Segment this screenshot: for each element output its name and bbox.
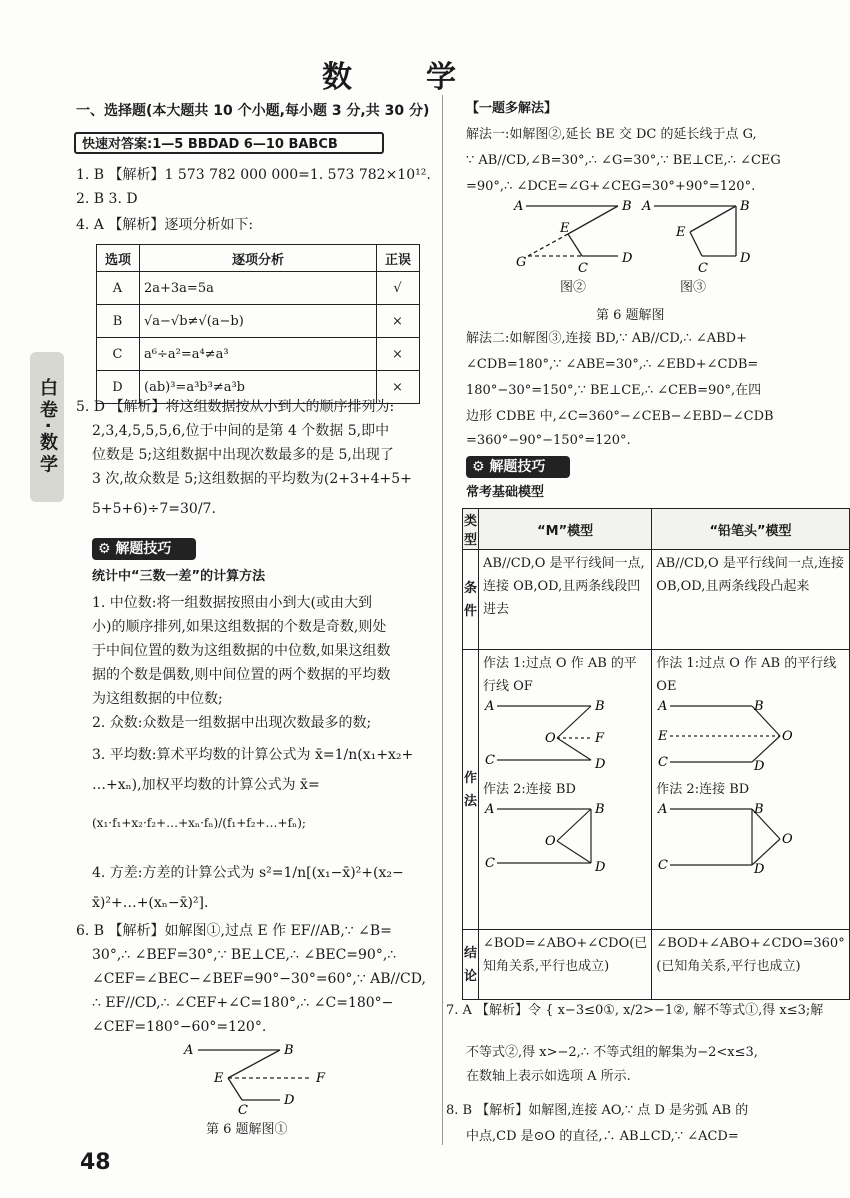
svg-text:C: C xyxy=(658,755,669,770)
q6-line: 6. B 【解析】如解图①,过点 E 作 EF//AB,∵ ∠B= xyxy=(76,923,392,939)
solution1-line: =90°,∴ ∠DCE=∠G+∠CEG=30°+90°=120°. xyxy=(466,179,756,194)
svg-text:O: O xyxy=(545,731,556,746)
table-cell: AB//CD,O 是平行线间一点,连接 OB,OD,且两条线段凹进去 xyxy=(479,550,652,650)
m-model-figure-1 xyxy=(483,698,613,770)
m-model-figure-2 xyxy=(483,801,613,873)
table-row xyxy=(463,930,850,1000)
p-method-1: 作法 1:过点 O 作 AB 的平行线 OE xyxy=(656,656,837,694)
table-cell: (ab)³=a³b³≠a³b xyxy=(140,371,377,404)
tip-line: 小)的顺序排列,如果这组数据的个数是奇数,则处 xyxy=(92,619,387,635)
m-method-1: 作法 1:过点 O 作 AB 的平行线 OF xyxy=(483,656,637,694)
svg-text:C: C xyxy=(485,856,495,871)
table-row xyxy=(97,305,420,338)
svg-text:D: D xyxy=(622,251,633,266)
table-cell: √a−√b≠√(a−b) xyxy=(140,305,377,338)
table-row xyxy=(463,550,850,650)
tip-tag-label: 解题技巧 xyxy=(489,459,546,475)
section-heading: 一、选择题(本大题共 10 个小题,每小题 3 分,共 30 分) xyxy=(76,103,430,119)
svg-text:C: C xyxy=(658,858,669,873)
m-method-cell xyxy=(479,650,652,930)
tip-line: 2. 众数:众数是一组数据中出现次数最多的数; xyxy=(92,715,372,731)
tip-line: 于中间位置的数为这组数据的中位数,如果这组数 xyxy=(92,643,391,659)
svg-text:B: B xyxy=(740,199,750,214)
tip-line: (x₁·f₁+x₂·f₂+…+xₙ·fₙ)/(f₁+f₂+…+fₙ); xyxy=(92,816,306,830)
q5-line: 3 次,故众数是 5;这组数据的平均数为(2+3+4+5+ xyxy=(92,471,412,487)
side-tab: 白卷·数学 xyxy=(30,352,64,502)
svg-text:E: E xyxy=(676,225,686,240)
q7-line: 不等式②,得 x>−2,∴ 不等式组的解集为−2<x≤3, xyxy=(466,1045,758,1060)
table-cell: a⁶÷a²=a⁴≠a³ xyxy=(140,338,377,371)
tip-tag xyxy=(466,456,570,478)
table-cell: B xyxy=(97,305,140,338)
m-method-2: 作法 2:连接 BD xyxy=(483,782,576,797)
q5-line: 位数是 5;这组数据中出现次数最多的是 5,出现了 xyxy=(92,447,394,463)
svg-text:A: A xyxy=(658,802,668,817)
row-label: 结论 xyxy=(463,930,479,1000)
table-cell: D xyxy=(97,371,140,404)
table-header: “铅笔头”模型 xyxy=(652,509,849,550)
q5-line: 5+5+6)÷7=30/7. xyxy=(92,501,216,517)
tip-line: 据的个数是偶数,则中间位置的两个数据的平均数 xyxy=(92,667,391,683)
page-title: 数 学 xyxy=(322,60,478,95)
solution1-line: ∵ AB//CD,∠B=30°,∴ ∠G=30°,∵ BE⊥CE,∴ ∠CEG xyxy=(466,153,781,168)
p-model-figure-1 xyxy=(656,698,796,774)
q6-line: 30°,∴ ∠BEF=30°,∵ BE⊥CE,∴ ∠BEC=90°,∴ xyxy=(92,947,397,963)
table-row xyxy=(97,338,420,371)
q6-line: ∠CEF=180°−60°=120°. xyxy=(92,1019,267,1035)
svg-text:C: C xyxy=(485,753,495,768)
tip-title: 统计中“三数一差”的计算方法 xyxy=(92,569,266,584)
table-cell: ∠BOD+∠ABO+∠CDO=360°(已知角关系,平行也成立) xyxy=(652,930,849,1000)
svg-text:B: B xyxy=(595,699,605,714)
svg-text:D: D xyxy=(284,1093,295,1108)
quick-answer-box: 快速对答案:1—5 BBDAD 6—10 BABCB xyxy=(74,132,384,154)
row-label: 条件 xyxy=(463,550,479,650)
tip-line: 1. 中位数:将一组数据按照由小到大(或由大到 xyxy=(92,595,372,611)
svg-text:A: A xyxy=(514,199,524,214)
model-title: 常考基础模型 xyxy=(466,485,545,500)
table-cell: AB//CD,O 是平行线间一点,连接 OB,OD,且两条线段凸起来 xyxy=(652,550,849,650)
q5-line: 5. D 【解析】将这组数据按从小到大的顺序排列为: xyxy=(76,399,395,415)
solution1-line: 解法一:如解图②,延长 BE 交 DC 的延长线于点 G, xyxy=(466,127,757,142)
tip-line: …+xₙ),加权平均数的计算公式为 x̄= xyxy=(92,777,320,793)
table-header: 选项 xyxy=(97,245,140,272)
figure-1 xyxy=(180,1038,340,1118)
figure-1-caption: 第 6 题解图① xyxy=(206,1122,288,1137)
svg-text:A: A xyxy=(184,1043,194,1058)
q6-line: ∴ EF//CD,∴ ∠CEF+∠C=180°,∴ ∠C=180°− xyxy=(92,995,394,1011)
svg-text:D: D xyxy=(754,862,765,877)
table-cell: A xyxy=(97,272,140,305)
tip-line: 3. 平均数:算术平均数的计算公式为 x̄=1/n(x₁+x₂+ xyxy=(92,747,414,763)
q1-text: 1. B 【解析】1 573 782 000 000=1. 573 782×10¹². xyxy=(76,167,431,183)
tip-tag xyxy=(92,538,196,560)
table-header: 逐项分析 xyxy=(140,245,377,272)
table-header: 类型 xyxy=(463,509,479,550)
svg-text:A: A xyxy=(485,802,495,817)
q4-text: 4. A 【解析】逐项分析如下: xyxy=(76,217,254,233)
svg-text:O: O xyxy=(782,729,793,744)
svg-text:B: B xyxy=(595,802,605,817)
table-cell: × xyxy=(377,305,420,338)
model-table xyxy=(462,508,850,1000)
svg-text:A: A xyxy=(642,199,652,214)
svg-text:C: C xyxy=(238,1103,248,1118)
p-method-cell xyxy=(652,650,849,930)
solution2-line: ∠CDB=180°,∵ ∠ABE=30°,∴ ∠EBD+∠CDB= xyxy=(466,357,759,372)
table-header: “M”模型 xyxy=(479,509,652,550)
solution2-line: =360°−90°−150°=120°. xyxy=(466,433,631,448)
tip-line: 为这组数据的中位数; xyxy=(92,691,223,707)
svg-text:B: B xyxy=(622,199,632,214)
svg-text:D: D xyxy=(754,759,765,774)
wrench-icon: ⚙ xyxy=(472,459,485,475)
option-analysis-table xyxy=(96,244,420,404)
svg-text:C: C xyxy=(698,261,708,276)
solution2-line: 边形 CDBE 中,∠C=360°−∠CEB−∠EBD−∠CDB xyxy=(466,409,774,424)
figure-2-caption: 图② xyxy=(560,280,587,295)
q7-line: 7. A 【解析】令 { x−3≤0①, x/2>−1②, 解不等式①,得 x≤3;解 xyxy=(446,1003,824,1018)
q8-line: 8. B 【解析】如解图,连接 AO,∵ 点 D 是劣弧 AB 的 xyxy=(446,1103,749,1118)
svg-text:D: D xyxy=(595,860,606,875)
table-cell: × xyxy=(377,371,420,404)
table-row xyxy=(463,650,850,930)
svg-text:B: B xyxy=(754,802,764,817)
svg-text:B: B xyxy=(754,699,764,714)
figure-2 xyxy=(510,196,640,276)
svg-text:O: O xyxy=(545,834,556,849)
svg-text:E: E xyxy=(560,221,570,236)
solution2-line: 解法二:如解图③,连接 BD,∵ AB//CD,∴ ∠ABD+ xyxy=(466,331,747,346)
p-model-figure-2 xyxy=(656,801,796,877)
q8-line: 中点,CD 是⊙O 的直径,∴ AB⊥CD,∵ ∠ACD= xyxy=(466,1129,739,1144)
table-cell: × xyxy=(377,338,420,371)
svg-text:O: O xyxy=(782,832,793,847)
svg-text:E: E xyxy=(214,1071,224,1086)
svg-text:A: A xyxy=(485,699,495,714)
q2-3-text: 2. B 3. D xyxy=(76,191,138,207)
solution2-line: 180°−30°=150°,∵ BE⊥CE,∴ ∠CEB=90°,在四 xyxy=(466,383,762,398)
table-cell: √ xyxy=(377,272,420,305)
svg-text:G: G xyxy=(516,255,527,270)
figure-23-caption: 第 6 题解图 xyxy=(596,308,665,323)
q5-line: 2,3,4,5,5,5,6,位于中间的是第 4 个数据 5,即中 xyxy=(92,423,390,439)
figure-3-caption: 图③ xyxy=(680,280,707,295)
svg-text:D: D xyxy=(595,757,606,772)
table-cell: ∠BOD=∠ABO+∠CDO(已知角关系,平行也成立) xyxy=(479,930,652,1000)
svg-text:E: E xyxy=(658,729,668,744)
table-header: 正误 xyxy=(377,245,420,272)
svg-text:F: F xyxy=(595,731,605,746)
table-row xyxy=(97,272,420,305)
row-label: 作法 xyxy=(463,650,479,930)
svg-text:B: B xyxy=(284,1043,294,1058)
svg-text:D: D xyxy=(740,251,751,266)
table-cell: C xyxy=(97,338,140,371)
figure-3 xyxy=(640,196,760,276)
page-number: 48 xyxy=(80,1150,111,1175)
wrench-icon: ⚙ xyxy=(98,541,111,557)
multi-solution-heading: 【一题多解法】 xyxy=(466,101,558,116)
tip-line: x̄)²+…+(xₙ−x̄)²]. xyxy=(92,895,209,911)
column-divider xyxy=(442,95,443,1145)
svg-text:C: C xyxy=(578,261,588,276)
tip-line: 4. 方差:方差的计算公式为 s²=1/n[(x₁−x̄)²+(x₂− xyxy=(92,865,404,881)
tip-tag-label: 解题技巧 xyxy=(115,541,172,557)
q6-line: ∠CEF=∠BEC−∠BEF=90°−30°=60°,∵ AB//CD, xyxy=(92,971,426,987)
svg-text:A: A xyxy=(658,699,668,714)
q7-line: 在数轴上表示如选项 A 所示. xyxy=(466,1069,631,1084)
svg-text:F: F xyxy=(316,1071,326,1086)
p-method-2: 作法 2:连接 BD xyxy=(656,782,750,797)
table-cell: 2a+3a=5a xyxy=(140,272,377,305)
